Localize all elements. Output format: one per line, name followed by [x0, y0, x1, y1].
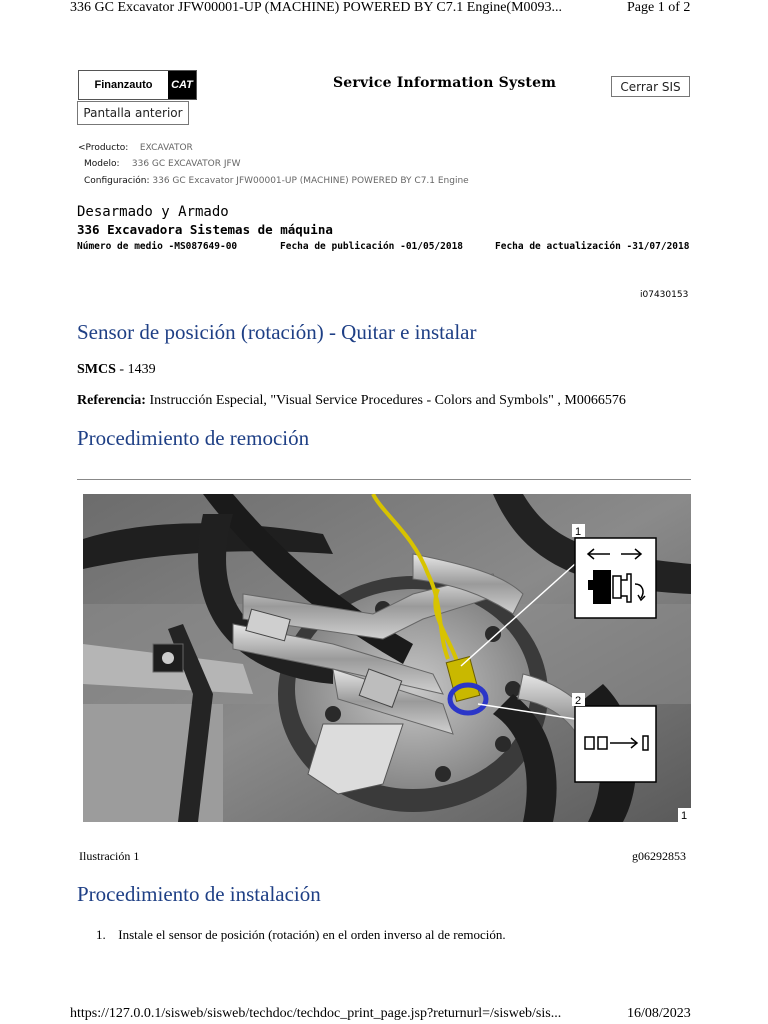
reference-value: Instrucción Especial, "Visual Service Procedures - Colors and Symbols" , M0066576	[149, 393, 626, 408]
illustration-caption: Ilustración 1	[79, 849, 140, 863]
illustration-photo	[83, 494, 691, 822]
config-value: 336 GC Excavator JFW00001-UP (MACHINE) POWERED BY C7.1 Engine	[152, 176, 469, 186]
illustration	[83, 494, 691, 822]
print-header-title: 336 GC Excavator JFW00001-UP (MACHINE) POWERED BY C7.1 Engine(M0093...	[70, 0, 563, 15]
media-number: Número de medio -MS087649-00	[77, 241, 238, 252]
model-row	[84, 159, 241, 169]
print-header-page: Page 1 of 2	[627, 0, 691, 15]
finanzauto-cat-logo	[78, 70, 197, 100]
model-label: Modelo:	[84, 159, 120, 169]
smcs-value: - 1439	[119, 362, 156, 377]
illustration-id: g06292853	[632, 849, 686, 863]
finanzauto-logo-text: Finanzauto	[94, 79, 153, 91]
callout-2-label: 2	[574, 695, 582, 707]
publication-date: Fecha de publicación -01/05/2018	[280, 241, 464, 252]
document-subheading: 336 Excavadora Sistemas de máquina	[77, 222, 333, 237]
photo-number-label: 1	[680, 810, 688, 822]
model-value: 336 GC EXCAVATOR JFW	[131, 159, 241, 169]
callout-1-label: 1	[574, 526, 582, 538]
removal-heading: Procedimiento de remoción	[77, 426, 310, 450]
product-label: Producto:	[85, 143, 129, 153]
page-title: Sensor de posición (rotación) - Quitar e instalar	[77, 320, 477, 344]
reference-row	[77, 393, 626, 409]
smcs-row	[77, 362, 156, 378]
print-footer-url: https://127.0.0.1/sisweb/sisweb/techdoc/techdoc_print_page.jsp?returnurl=/sisweb/sis...	[70, 1006, 562, 1021]
installation-heading: Procedimiento de instalación	[77, 882, 321, 906]
divider	[77, 479, 691, 480]
update-date: Fecha de actualización -31/07/2018	[495, 241, 690, 252]
system-title: Service Information System	[333, 75, 557, 91]
step-text: Instale el sensor de posición (rotación) en el orden inverso al de remoción.	[118, 927, 506, 942]
document-ref-id: i07430153	[640, 290, 689, 300]
smcs-label: SMCS	[77, 362, 116, 377]
step-number: 1.	[96, 927, 106, 942]
config-row	[84, 176, 469, 186]
config-label: Configuración:	[84, 176, 150, 186]
step-list-item	[96, 927, 506, 943]
document-heading: Desarmado y Armado	[77, 204, 229, 220]
product-value[interactable]: EXCAVATOR	[139, 143, 193, 153]
product-row	[78, 143, 193, 153]
cat-logo: CAT	[168, 71, 196, 99]
print-footer-date: 16/08/2023	[627, 1006, 691, 1021]
reference-label: Referencia:	[77, 393, 146, 408]
back-chevron-icon[interactable]: <Producto:	[78, 143, 129, 153]
back-button[interactable]: Pantalla anterior	[77, 101, 189, 125]
close-sis-button[interactable]: Cerrar SIS	[611, 76, 690, 97]
